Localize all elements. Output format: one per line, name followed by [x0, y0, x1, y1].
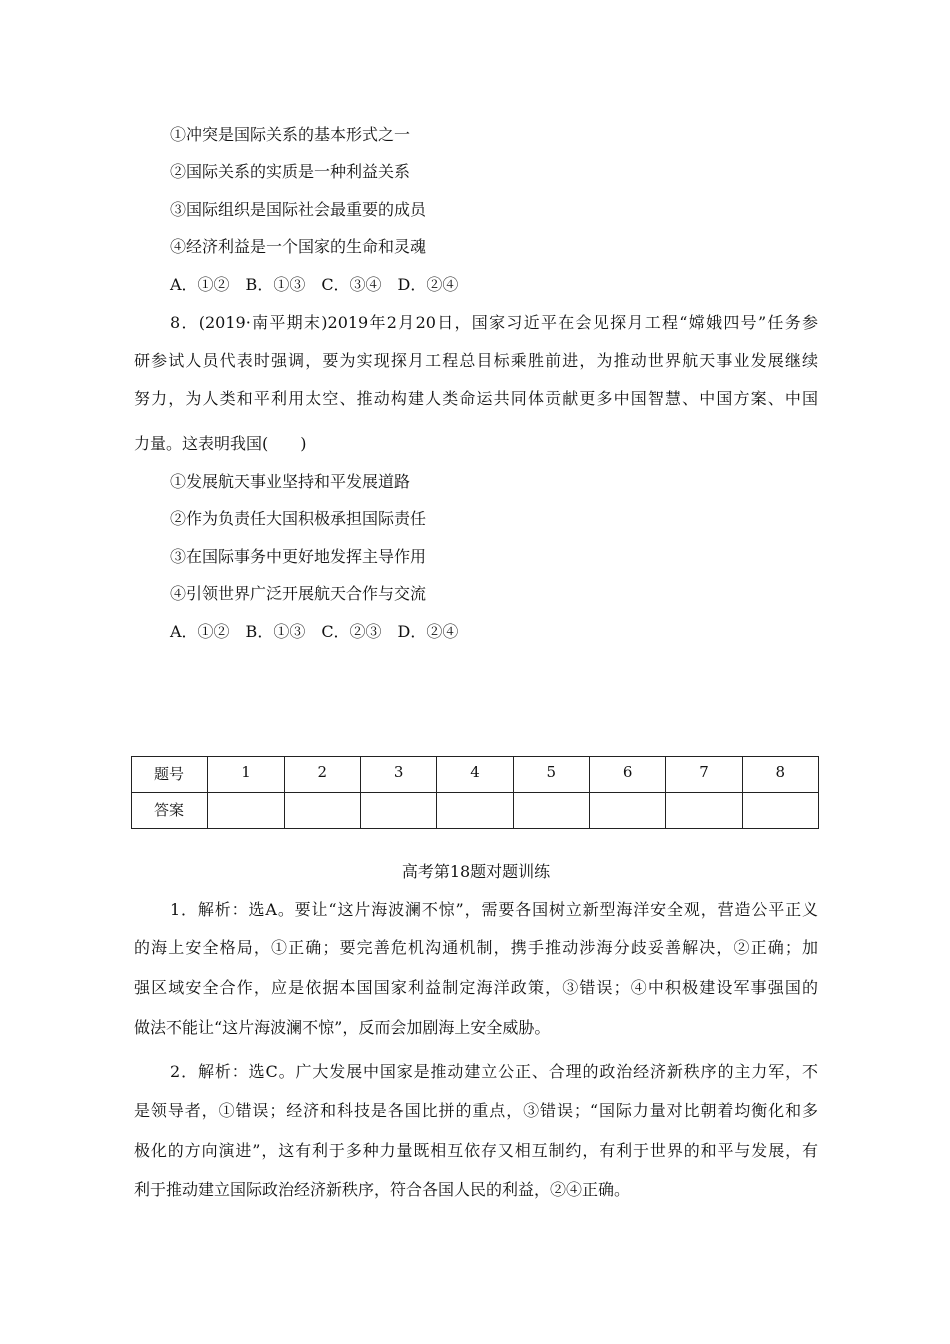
q8-stem-line-2: 研参试人员代表时强调，要为实现探月工程总目标乘胜前进，为推动世界航天事业发展继续	[134, 351, 818, 370]
explanation-1-line-3: 强区域安全合作，应是依据本国国家利益制定海洋政策，③错误；④中积极建设军事强国的	[134, 978, 818, 997]
explanation-2-line-1: 2．解析：选C。广大发展中国家是推动建立公正、合理的政治经济新秩序的主力军，不	[170, 1062, 818, 1081]
question-number-cell: 8	[742, 757, 818, 793]
answer-cell[interactable]	[666, 793, 742, 829]
q7-choices: A．①② B．①③ C．③④ D．②④	[170, 275, 459, 294]
question-number-cell: 4	[437, 757, 513, 793]
question-number-cell: 3	[360, 757, 436, 793]
answer-cell[interactable]	[589, 793, 665, 829]
explanation-2-line-4: 利于推动建立国际政治经济新秩序，符合各国人民的利益，②④正确。	[134, 1180, 631, 1199]
answer-cell[interactable]	[513, 793, 589, 829]
q7-option-2: ②国际关系的实质是一种利益关系	[170, 162, 411, 181]
q8-stem-line-3: 努力，为人类和平利用太空、推动构建人类命运共同体贡献更多中国智慧、中国方案、中国	[134, 389, 818, 408]
explanation-1-line-2: 的海上安全格局，①正确；要完善危机沟通机制，携手推动涉海分歧妥善解决，②正确；加	[134, 938, 818, 957]
answer-cell[interactable]	[284, 793, 360, 829]
answer-cell[interactable]	[742, 793, 818, 829]
q8-option-4: ④引领世界广泛开展航天合作与交流	[170, 584, 427, 603]
q7-option-1: ①冲突是国际关系的基本形式之一	[170, 125, 411, 144]
explanation-1-line-4: 做法不能让“这片海波澜不惊”，反而会加剧海上安全威胁。	[134, 1018, 551, 1037]
explanation-2-line-3: 极化的方向演进”，这有利于多种力量既相互依存又相互制约，有利于世界的和平与发展，有	[134, 1141, 818, 1160]
explanation-1-line-1: 1．解析：选A。要让“这片海波澜不惊”，需要各国树立新型海洋安全观，营造公平正义	[170, 900, 818, 919]
answer-table-header-row	[132, 757, 819, 793]
question-number-cell: 2	[284, 757, 360, 793]
q7-option-4: ④经济利益是一个国家的生命和灵魂	[170, 237, 427, 256]
question-number-cell: 7	[666, 757, 742, 793]
answer-table-answer-row	[132, 793, 819, 829]
question-number-cell: 1	[208, 757, 284, 793]
answer-cell[interactable]	[437, 793, 513, 829]
q8-option-3: ③在国际事务中更好地发挥主导作用	[170, 547, 427, 566]
section-title: 高考第18题对题训练	[401, 862, 551, 881]
question-number-cell: 6	[589, 757, 665, 793]
q7-option-3: ③国际组织是国际社会最重要的成员	[170, 200, 427, 219]
question-number-label: 题号	[132, 757, 208, 793]
q8-option-1: ①发展航天事业坚持和平发展道路	[170, 472, 411, 491]
question-number-cell: 5	[513, 757, 589, 793]
q8-option-2: ②作为负责任大国积极承担国际责任	[170, 509, 427, 528]
explanation-2-line-2: 是领导者，①错误；经济和科技是各国比拼的重点，③错误；“国际力量对比朝着均衡化和多	[134, 1101, 818, 1120]
q8-stem-line-4: 力量。这表明我国( )	[134, 434, 307, 453]
q8-choices: A．①② B．①③ C．②③ D．②④	[170, 622, 459, 641]
q8-stem-line-1: 8．(2019·南平期末)2019年2月20日，国家习近平在会见探月工程“嫦娥四号”任务参	[170, 313, 818, 332]
answer-cell[interactable]	[360, 793, 436, 829]
answer-cell[interactable]	[208, 793, 284, 829]
answer-label: 答案	[132, 793, 208, 829]
answer-table	[131, 756, 819, 829]
